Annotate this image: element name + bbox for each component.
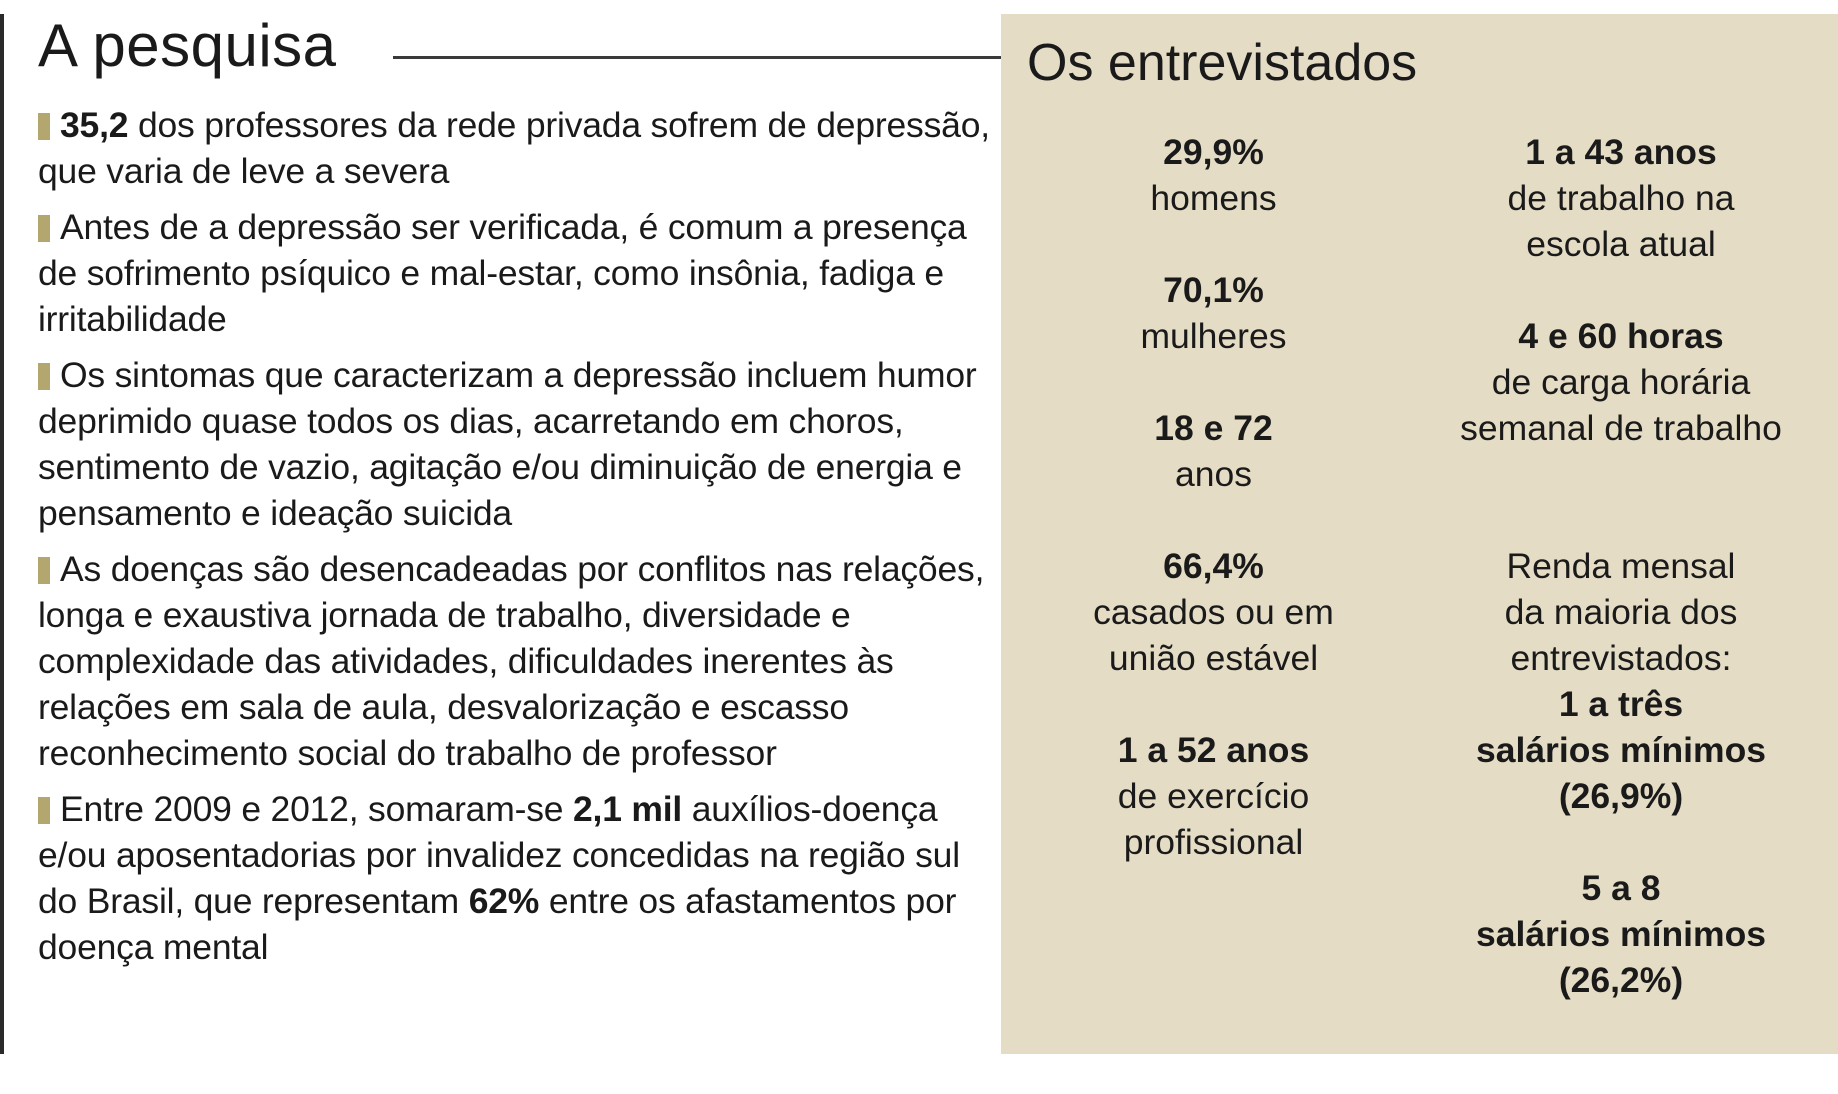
stat-label: de trabalho na [1507, 178, 1735, 218]
item-text: Os sintomas que caracterizam a depressão incluem humor deprimido quase todos os dias, acarretando em choros, sentimento de vazio, agitação e/ou diminuição de energia e pensamento e ideação suicida [38, 355, 977, 533]
bullet-marker [38, 363, 50, 390]
stat-label: anos [1175, 454, 1252, 494]
stat-value: 66,4% [1163, 546, 1264, 586]
stat-value: salários mínimos [1475, 914, 1767, 954]
stat-value: 70,1% [1163, 270, 1264, 310]
item-text: Antes de a depressão ser verificada, é comum a presença de sofrimento psíquico e mal-estar, como insônia, fadiga e irritabilidade [38, 207, 967, 339]
item-text: auxílios-doença e/ou aposentadorias por invalidez concedidas na região sul do Brasil, que representam [38, 789, 960, 921]
stat-income-2 [1446, 865, 1796, 1003]
stat-tenure [1446, 129, 1796, 267]
item-highlight: 2,1 mil [572, 789, 683, 829]
stat-label: de carga horária [1491, 362, 1751, 402]
stat-value: 4 e 60 horas [1518, 316, 1724, 356]
research-item-3 [38, 352, 998, 536]
stat-men [1061, 129, 1366, 221]
left-border-rule [0, 14, 4, 1054]
stat-value: 1 a 52 anos [1117, 730, 1310, 770]
stat-label: homens [1150, 178, 1277, 218]
stat-label: da maioria dos [1504, 592, 1738, 632]
bullet-marker [38, 797, 50, 824]
research-list [38, 102, 998, 970]
research-header [38, 6, 998, 86]
item-highlight: 62% [468, 881, 540, 921]
stat-value: 5 a 8 [1581, 868, 1661, 908]
stat-label: entrevistados: [1510, 638, 1732, 678]
item-text: dos professores da rede privada sofrem de depressão, que varia de leve a severa [38, 105, 990, 191]
stat-label: união estável [1108, 638, 1319, 678]
bullet-marker [38, 215, 50, 242]
research-item-1 [38, 102, 998, 194]
stat-label: semanal de trabalho [1460, 408, 1782, 448]
stat-value: 1 a 43 anos [1525, 132, 1717, 172]
item-text: As doenças são desencadeadas por conflitos nas relações, longa e exaustiva jornada de trabalho, diversidade e complexidade das atividades, dificuldades inerentes às relações em sala de aula, desvalorização e escasso reconhecimento social do trabalho de professor [38, 549, 985, 773]
stat-age [1061, 405, 1366, 497]
stat-women [1061, 267, 1366, 359]
item-text: entre os afastamentos por doença mental [38, 881, 957, 967]
stat-value: salários mínimos [1475, 730, 1767, 770]
stat-label: de exercício [1117, 776, 1310, 816]
stat-married [1061, 543, 1366, 681]
stat-income [1446, 543, 1796, 819]
item-text: Entre 2009 e 2012, somaram-se [60, 789, 573, 829]
title-rule [393, 56, 1038, 59]
stat-label: Renda mensal [1506, 546, 1736, 586]
stat-value: 1 a três [1558, 684, 1684, 724]
stat-experience [1061, 727, 1366, 865]
research-title: A pesquisa [38, 12, 337, 79]
stat-label: escola atual [1526, 224, 1716, 264]
respondents-title: Os entrevistados [1027, 34, 1418, 92]
respondents-panel [1001, 14, 1838, 1054]
stat-value: (26,9%) [1558, 776, 1684, 816]
stat-label: mulheres [1140, 316, 1287, 356]
stat-value: 29,9% [1163, 132, 1264, 172]
item-highlight: 35,2 [60, 105, 129, 145]
research-item-2 [38, 204, 998, 342]
stat-label: casados ou em [1093, 592, 1334, 632]
stat-label: profissional [1123, 822, 1304, 862]
research-item-4 [38, 546, 998, 776]
bullet-marker [38, 113, 50, 140]
research-section [38, 6, 998, 980]
stat-value: (26,2%) [1558, 960, 1684, 1000]
stat-workload [1446, 313, 1796, 451]
bullet-marker [38, 557, 50, 584]
stat-value: 18 e 72 [1154, 408, 1273, 448]
research-item-5 [38, 786, 998, 970]
